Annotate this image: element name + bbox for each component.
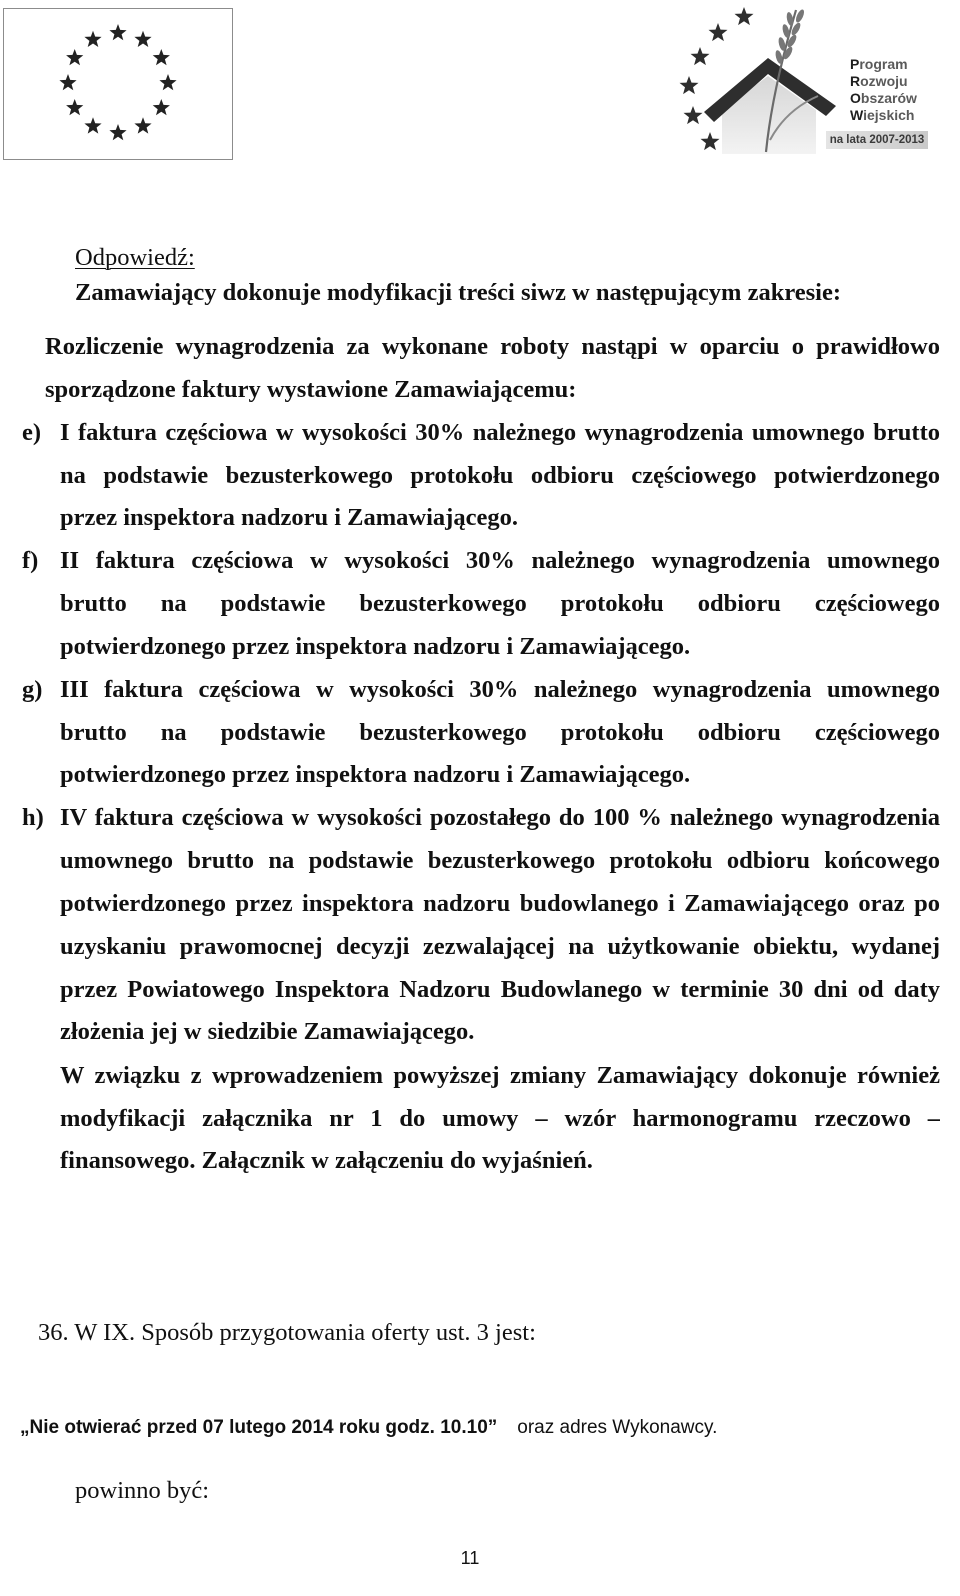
prow-logo-words: [850, 56, 930, 124]
closing-line: finansowego. Załącznik w załączeniu do wyjaśnień.: [60, 1147, 593, 1174]
prow-word: Rozwoju: [850, 73, 908, 89]
eu-star-icon: [84, 31, 101, 47]
eu-star-icon: [153, 99, 170, 115]
list-item-line: przez Powiatowego Inspektora Nadzoru Budowlanego w terminie 30 dni od daty: [60, 976, 940, 1003]
eu-star-icon: [66, 99, 83, 115]
closing-line: modyfikacji załącznika nr 1 do umowy – wzór harmonogramu rzeczowo –: [60, 1105, 940, 1132]
prow-word: Wiejskich: [850, 107, 915, 123]
eu-star-icon: [109, 24, 126, 40]
prow-star-icon: [680, 76, 699, 94]
eu-star-icon: [153, 49, 170, 65]
list-item-line: brutto na podstawie bezusterkowego protokołu odbioru częściowego: [60, 590, 940, 617]
envelope-inscription: [20, 1413, 717, 1443]
eu-flag-logo: [3, 8, 233, 160]
eu-star-icon: [134, 117, 151, 133]
answer-intro: Zamawiający dokonuje modyfikacji treści siwz w następującym zakresie:: [75, 279, 842, 306]
list-item-line: potwierdzonego przez inspektora nadzoru budowlanego i Zamawiającego oraz po: [60, 890, 940, 917]
prow-logo: [668, 0, 930, 160]
list-item-line: I faktura częściowa w wysokości 30% należnego wynagrodzenia umownego brutto: [60, 419, 940, 446]
envelope-inscription-bold: „Nie otwierać przed 07 lutego 2014 roku godz. 10.10”: [20, 1417, 498, 1438]
list-item-line: potwierdzonego przez inspektora nadzoru i Zamawiającego.: [60, 633, 691, 660]
prow-logo-years: na lata 2007-2013: [826, 131, 928, 149]
list-item-line: uzyskaniu prawomocnej decyzji zezwalającej na użytkowanie obiektu, wydanej: [60, 933, 940, 960]
prow-star-icon: [691, 47, 710, 65]
list-item-line: złożenia jej w siedzibie Zamawiającego.: [60, 1018, 475, 1045]
list-item-line: II faktura częściowa w wysokości 30% należnego wynagrodzenia umownego: [60, 547, 940, 574]
settlement-line: Rozliczenie wynagrodzenia za wykonane roboty nastąpi w oparciu o prawidłowo: [45, 333, 940, 360]
answer-label: Odpowiedź:: [75, 244, 195, 271]
list-marker: g): [22, 676, 43, 703]
list-item-line: na podstawie bezusterkowego protokołu odbioru częściowego potwierdzonego: [60, 462, 940, 489]
eu-star-icon: [134, 31, 151, 47]
eu-star-icon: [109, 124, 126, 140]
list-item-line: brutto na podstawie bezusterkowego protokołu odbioru częściowego: [60, 719, 940, 746]
prow-star-icon: [709, 23, 728, 41]
prow-word: Program: [850, 56, 908, 72]
list-item-line: III faktura częściowa w wysokości 30% należnego wynagrodzenia umownego: [60, 676, 940, 703]
eu-star-icon: [159, 74, 176, 90]
list-item-line: IV faktura częściowa w wysokości pozostałego do 100 % należnego wynagrodzenia: [60, 804, 940, 831]
eu-star-icon: [84, 117, 101, 133]
should-be-label: powinno być:: [75, 1477, 210, 1504]
list-item-line: przez inspektora nadzoru i Zamawiającego.: [60, 504, 518, 531]
section-36-heading: 36. W IX. Sposób przygotowania oferty ust. 3 jest:: [38, 1319, 536, 1346]
page-number: 11: [460, 1548, 480, 1568]
prow-star-icon: [701, 132, 720, 150]
prow-star-icon: [735, 7, 754, 25]
envelope-inscription-rest: oraz adres Wykonawcy.: [517, 1417, 718, 1438]
list-marker: e): [22, 419, 42, 446]
closing-line: W związku z wprowadzeniem powyższej zmiany Zamawiający dokonuje również: [60, 1062, 940, 1089]
list-marker: h): [22, 804, 44, 831]
eu-star-icon: [59, 74, 76, 90]
list-marker: f): [22, 547, 39, 574]
prow-star-icon: [684, 106, 703, 124]
list-item-line: potwierdzonego przez inspektora nadzoru i Zamawiającego.: [60, 761, 691, 788]
settlement-line: sporządzone faktury wystawione Zamawiającemu:: [45, 376, 577, 403]
eu-star-icon: [66, 49, 83, 65]
eu-flag-icon: [4, 9, 232, 159]
list-item-line: umownego brutto na podstawie bezusterkowego protokołu odbioru końcowego: [60, 847, 940, 874]
prow-word: Obszarów: [850, 90, 917, 106]
